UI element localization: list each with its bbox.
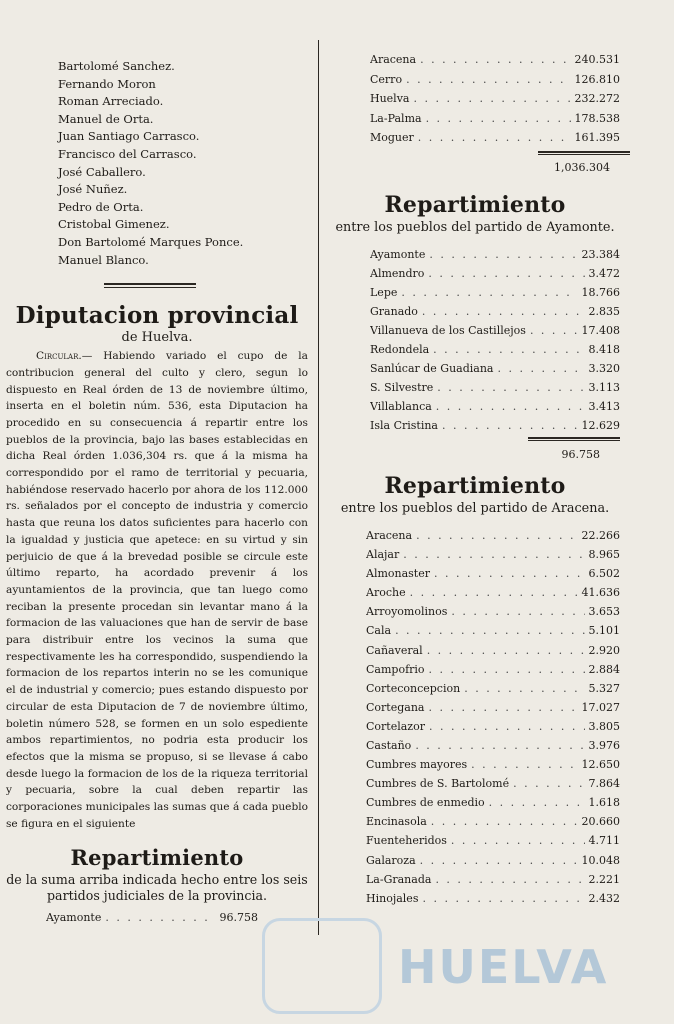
dot-leader [464,679,584,698]
signatory-name: Don Bartolomé Marques Ponce. [58,234,244,249]
dot-leader [418,128,571,148]
row-place-name: Cerro [370,72,403,86]
table-row [370,340,620,359]
row-place-name: Fuenteheridos [366,834,447,848]
dot-leader [429,245,577,264]
row-place-name: Aracena [366,528,413,542]
dot-leader [428,698,577,717]
repartimiento-subtitle-left: de la suma arriba indicada hecho entre los seis partidos judiciales de la provincia. [6,871,308,903]
circular-body [6,348,308,832]
table-row [366,545,620,564]
table-row [366,831,620,850]
row-place-name: Sanlúcar de Guadiana [370,361,494,375]
dot-leader [422,302,585,321]
table-row [370,359,620,378]
table-row [370,70,620,90]
repartimiento-subtitle-ayamonte: entre los pueblos del partido de Ayamonte. [335,219,615,235]
table-row [366,583,620,602]
row-place-name: Alajar [366,548,400,562]
table-row [370,397,620,416]
row-amount: 3.653 [588,605,620,619]
row-place-name: Encinasola [366,815,427,829]
table-row [366,564,620,583]
row-amount: 3.320 [588,361,620,375]
right-column [330,50,620,908]
signatory-name: José Nuñez. [58,182,128,197]
repartimiento-title-left: Repartimiento [70,844,244,870]
row-place-name: Cortegana [366,700,425,714]
row-amount: 8.965 [588,548,620,562]
signatory-name: José Caballero. [58,164,146,179]
dot-leader [406,70,570,90]
row-amount: 178.538 [574,111,620,125]
row-amount: 3.805 [588,719,620,733]
row-place-name: Isla Cristina [370,418,438,432]
row-amount: 3.976 [588,739,620,752]
row-amount: 5.327 [588,681,620,695]
table-row [366,641,620,660]
row-amount: 22.266 [581,528,620,542]
table-row [370,302,620,321]
row-amount: 2.221 [588,872,620,886]
row-place-name: Cumbres mayores [366,758,468,772]
row-place-name: Aroche [366,586,406,600]
table-row [366,526,620,545]
row-amount: 20.660 [581,815,620,829]
row-amount: 12.629 [581,418,620,432]
signatory-name: Manuel Blanco. [58,252,149,267]
row-amount: 232.272 [574,92,620,106]
dot-leader [428,264,584,283]
section-divider [104,283,196,288]
row-place-name: Cañaveral [366,643,423,657]
row-place-name: Redondela [370,342,430,356]
watermark-text: HUELVA [398,940,609,994]
dot-leader [401,283,577,302]
signatory-name: Pedro de Orta. [58,199,144,214]
dot-leader [395,621,584,640]
row-place-name: Corteconcepcion [366,681,461,695]
dot-leader [434,564,585,583]
row-place-name: Castaño [366,739,412,752]
row-amount: 10.048 [581,853,620,867]
partidos-table [370,50,620,148]
table-row [370,89,620,109]
row-amount: 240.531 [574,53,620,66]
table-row [46,910,258,926]
dot-leader [436,397,585,416]
row-amount: 2.835 [588,304,620,318]
row-amount: 41.636 [581,586,620,600]
table-row [370,109,620,129]
table-row [366,755,620,774]
dot-leader [427,641,585,660]
left-column [6,58,308,926]
dot-leader [471,755,577,774]
dot-leader [403,545,584,564]
circular-text: — Habiendo variado el cupo de la contribucion general del culto y clero, segun lo dispuesto en Real órden de 13 de noviembre último, inserta en el boletin núm. 536, esta Diputacion ha procedido en su consecuencia á repartir entre los pueblos de la provincia, bajo las bases establecidas en dicha Real órden 1.036,304 rs. que á la misma ha correspondido por el ramo de territorial y pecuaria, habiéndose reservado hacerlo por ahora de los 112.000 rs. señalados por el concepto de industria y comercio hasta que reuna los datos suficientes para hacerlo con la igualdad y justicia que apetece: en su virtud y sin perjuicio de que á la brevedad posible se circule este último reparto, ha acordado prevenir á los ayuntamientos de la provincia, que tan luego como reciban la presente procedan sin levantar mano á la formacion de las valuaciones que han de servir de base para distribuir entre los vecinos la suma que respectivamente les ha correspondido, suspendiendo la formacion de los repartos interin no se les comunique el de industrial y comercio; pues estando dispuesto por circular de esta Diputacion de 7 de noviembre último, boletin número 528, se formen en un solo espediente ambos repartimientos, no podria esta producir los efectos que la misma se propuso, si se llevase á cabo desde luego la formacion de los de la riqueza territorial y pecuaria, sobre la cual deben repartir las corporaciones municipales las sumas que á cada pueblo se figura en el siguiente [6,350,308,830]
table-row [366,717,620,736]
dot-leader [530,321,578,340]
table-row [366,774,620,793]
table-row [366,812,620,831]
row-place-name: Moguer [370,131,414,145]
row-amount: 126.810 [574,72,620,86]
row-place-name: Ayamonte [46,910,102,924]
row-amount: 18.766 [581,285,620,299]
signatory-name: Juan Santiago Carrasco. [58,129,200,144]
table-row [370,321,620,340]
row-amount: 161.395 [574,131,620,145]
row-place-name: La-Granada [366,872,432,886]
signatory-name: Francisco del Carrasco. [58,146,197,161]
column-divider [318,40,319,935]
row-amount: 17.027 [581,700,620,714]
circular-label: Circular. [36,350,82,363]
table-row [370,264,620,283]
dot-leader [489,793,585,812]
ayamonte-total-rule [330,435,620,449]
row-place-name: Campofrio [366,662,425,676]
dot-leader [413,89,570,109]
row-amount: 3.472 [588,266,620,280]
row-place-name: Cala [366,624,392,638]
row-place-name: La-Palma [370,111,422,125]
dot-leader [415,736,584,755]
table-row [370,416,620,435]
dot-leader [426,109,571,129]
row-place-name: Cumbres de enmedio [366,796,485,810]
dot-leader [416,526,577,545]
row-amount: 6.502 [588,567,620,581]
row-amount: 5.101 [588,624,620,638]
row-place-name: Galaroza [366,853,416,867]
aracena-table [366,526,620,908]
row-amount: 7.864 [588,777,620,791]
row-place-name: Lepe [370,285,398,299]
table-row [370,283,620,302]
row-amount: 4.711 [588,834,620,848]
signatories-list [58,58,308,269]
row-amount: 3.113 [588,380,620,394]
dot-leader [513,774,584,793]
row-place-name: Hinojales [366,891,419,905]
table-row [366,870,620,889]
repartimiento-subtitle-aracena: entre los pueblos del partido de Aracena. [340,500,610,516]
row-place-name: Granado [370,304,418,318]
signatory-name: Cristobal Gimenez. [58,217,170,232]
signatory-name: Bartolomé Sanchez. [58,59,175,73]
row-place-name: Villablanca [370,399,432,413]
row-place-name: Almendro [370,266,425,280]
dot-leader [442,416,578,435]
table-row [366,679,620,698]
dot-leader [435,870,584,889]
dot-leader [429,660,585,679]
dot-leader [429,717,585,736]
row-place-name: Aracena [370,53,417,66]
table-row [366,889,620,908]
row-amount: 96.758 [219,910,258,924]
row-place-name: Ayamonte [370,247,426,261]
row-place-name: Cumbres de S. Bartolomé [366,777,510,791]
dot-leader [420,851,578,870]
repartimiento-title-aracena: Repartimiento [384,472,566,499]
partidos-total: 1,036.304 [554,160,610,174]
table-row [370,50,620,70]
table-row [366,698,620,717]
signatory-name: Fernando Moron [58,76,156,91]
row-amount: 12.650 [581,758,620,772]
dot-leader [431,812,578,831]
signatory-name: Manuel de Orta. [58,111,154,126]
row-place-name: Arroyomolinos [366,605,448,619]
ayamonte-total: 96.758 [561,447,600,461]
partidos-total-rule [330,149,620,163]
dot-leader [498,359,585,378]
table-row [366,660,620,679]
table-row [370,378,620,397]
dot-leader [105,910,215,926]
archive-seal [262,918,382,1014]
row-amount: 3.413 [588,399,620,413]
dot-leader [451,831,585,850]
table-row [366,736,620,755]
row-amount: 17.408 [581,323,620,337]
dot-leader [422,889,584,908]
dot-leader [451,602,584,621]
dot-leader [410,583,578,602]
dot-leader [420,50,570,70]
dot-leader [433,340,584,359]
row-amount: 2.884 [588,662,620,676]
dot-leader [437,378,584,397]
section-subtitle-huelva: de Huelva. [121,330,193,346]
table-row [366,851,620,870]
repartimiento-title-ayamonte: Repartimiento [384,191,566,218]
table-row [370,128,620,148]
row-place-name: Cortelazor [366,719,425,733]
table-row [366,602,620,621]
row-amount: 1.618 [588,796,620,810]
table-row [366,621,620,640]
section-title-diputacion: Diputacion provincial [15,302,299,330]
row-amount: 23.384 [581,247,620,261]
row-place-name: Huelva [370,92,410,106]
row-place-name: S. Silvestre [370,380,434,394]
signatory-name: Roman Arreciado. [58,94,164,109]
row-place-name: Villanueva de los Castillejos [370,323,526,337]
row-amount: 2.432 [588,891,620,905]
row-amount: 2.920 [588,643,620,657]
table-row [366,793,620,812]
ayamonte-table [370,245,620,435]
row-place-name: Almonaster [366,567,430,581]
table-row [370,245,620,264]
row-amount: 8.418 [588,342,620,356]
left-table [46,910,258,926]
